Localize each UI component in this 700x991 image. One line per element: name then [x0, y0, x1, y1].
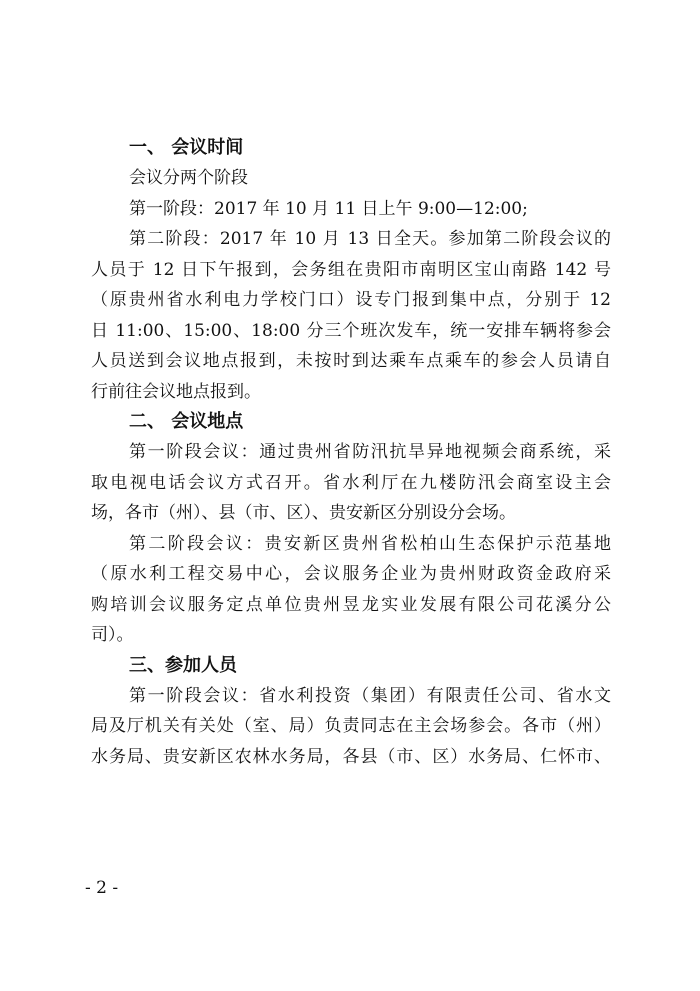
paragraph-line: 第一阶段：2017 年 10 月 11 日上午 9:00—12:00; [129, 198, 528, 219]
page-number: - 2 - [85, 878, 119, 898]
paragraph-line: 会议分两个阶段 [129, 168, 248, 188]
paragraph-line: 行前往会议地点报到。 [91, 381, 261, 402]
paragraph-line: 场，各市（州）、县（市、区）、贵安新区分别设分会场。 [91, 503, 516, 523]
paragraph-line: 人员送到会议地点报到，未按时到达乘车点乘车的参会人员请自 [91, 351, 611, 371]
paragraph-line: 第一阶段会议：通过贵州省防汛抗旱异地视频会商系统，采 [129, 442, 611, 462]
paragraph-line: 第一阶段会议：省水利投资（集团）有限责任公司、省水文 [129, 685, 611, 706]
paragraph-line: 人员于 12 日下午报到，会务组在贵阳市南明区宝山南路 142 号 [91, 259, 611, 280]
paragraph-line: （原贵州省水利电力学校门口）设专门报到集中点，分别于 12 [91, 290, 611, 310]
paragraph-line: 水务局、贵安新区农林水务局，各县（市、区）水务局、仁怀市、 [91, 746, 611, 767]
paragraph-line: 日 11:00、15:00、18:00 分三个班次发车，统一安排车辆将参会 [91, 320, 611, 341]
paragraph-line: 第二阶段：2017 年 10 月 13 日全天。参加第二阶段会议的 [129, 229, 611, 249]
paragraph-line: 第二阶段会议：贵安新区贵州省松柏山生态保护示范基地 [129, 533, 611, 554]
section-heading-meeting-time: 一、 会议时间 [129, 137, 244, 158]
paragraph-line: 局及厅机关有关处（室、局）负责同志在主会场参会。各市（州） [91, 716, 611, 736]
paragraph-line: （原水利工程交易中心，会议服务企业为贵州财政资金政府采 [91, 564, 611, 584]
document-body [91, 133, 611, 772]
paragraph-line: 司）。 [91, 625, 134, 645]
paragraph-line: 购培训会议服务定点单位贵州昱龙实业发展有限公司花溪分公 [91, 594, 611, 615]
section-heading-meeting-location: 二、 会议地点 [129, 411, 244, 432]
paragraph-line: 取电视电话会议方式召开。省水利厅在九楼防汛会商室设主会 [91, 472, 611, 493]
section-heading-participants: 三、参加人员 [129, 654, 237, 676]
